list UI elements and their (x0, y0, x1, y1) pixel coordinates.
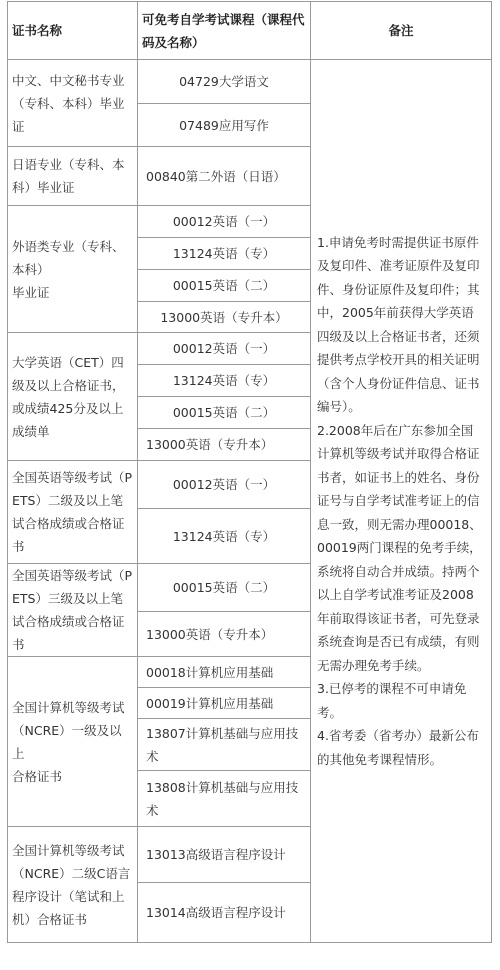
header-row (8, 2, 492, 60)
course-cell: 04729大学语文 (138, 60, 311, 104)
header-notes: 备注 (311, 2, 492, 60)
course-cell: 13808计算机基础与应用技术 (138, 771, 311, 827)
cert-text: 全国计算机等级考试（NCRE）一级及以上 (12, 699, 125, 761)
course-cell: 13124英语（专） (138, 509, 311, 564)
cert-text: 毕业证 (12, 284, 50, 300)
course-cell: 00018计算机应用基础 (138, 657, 311, 688)
cert-cell (8, 147, 138, 206)
header-course: 可免考自学考试课程（课程代码及名称） (138, 2, 311, 60)
cert-cell (8, 827, 138, 943)
course-cell: 00015英语（二） (138, 564, 311, 612)
cert-cell (8, 60, 138, 147)
course-cell: 13013高级语言程序设计 (138, 827, 311, 883)
course-cell: 00012英语（一） (138, 461, 311, 509)
table-row (8, 60, 492, 104)
cert-cell (8, 206, 138, 333)
cert-text: 大学英语（CET）四级及以上合格证书，或成绩425分及以上成绩单 (12, 354, 125, 439)
course-cell: 13014高级语言程序设计 (138, 883, 311, 943)
note-paragraph: 4.省考委（省考办）最新公布的其他免考课程情形。 (317, 728, 479, 767)
course-cell: 00012英语（一） (138, 206, 311, 238)
header-cert: 证书名称 (8, 2, 138, 60)
course-cell: 13000英语（专升本） (138, 612, 311, 657)
cert-cell (8, 333, 138, 461)
course-cell: 00012英语（一） (138, 333, 311, 365)
course-cell: 13124英语（专） (138, 365, 311, 397)
cert-text: 全国计算机等级考试（NCRE）二级C语言程序设计（笔试和上机）合格证书 (12, 842, 131, 927)
course-cell: 00840第二外语（日语） (138, 147, 311, 206)
course-cell: 00015英语（二） (138, 270, 311, 302)
cert-cell (8, 461, 138, 564)
cert-text: 外语类专业（专科、本科） (12, 238, 125, 277)
note-paragraph: 1.申请免考时需提供证书原件及复印件、准考证原件及复印件、身份证原件及复印件；其中，2005年前获得大学英语四级及以上合格证书者，还须提供考点学校开具的相关证明（含个人身份证件信息、证书编号）。 (317, 234, 480, 415)
course-cell: 13000英语（专升本） (138, 429, 311, 461)
notes-cell (311, 60, 492, 943)
note-paragraph: 2.2008年后在广东参加全国计算机等级考试并取得合格证书者，如证书上的姓名、身份证号与自学考试准考证上的信息一致，则无需办理00018、00019两门课程的免考手续，系统将自动合并成绩。持两个以上自学考试准考证及2008年前取得该证书者，可先登录系统查询是否已有成绩，有则无需办理免考手续。 (317, 422, 482, 673)
course-cell: 00015英语（二） (138, 397, 311, 429)
exemption-table (7, 1, 492, 943)
cert-text: 全国英语等级考试（PETS）二级及以上笔试合格成绩或合格证书 (12, 470, 133, 554)
course-cell: 07489应用写作 (138, 104, 311, 147)
cert-text: 全国英语等级考试（PETS）三级及以上笔试合格成绩或合格证书 (12, 568, 133, 652)
note-paragraph: 3.已停考的课程不可申请免考。 (317, 681, 467, 720)
course-cell: 13124英语（专） (138, 238, 311, 270)
course-cell: 13000英语（专升本） (138, 302, 311, 333)
cert-text: 日语专业（专科、本科）毕业证 (12, 157, 125, 195)
cert-text: 合格证书 (12, 768, 63, 784)
cert-text: 中文、中文秘书专业（专科、本科）毕业证 (12, 72, 125, 134)
cert-cell (8, 657, 138, 827)
cert-cell (8, 564, 138, 657)
course-cell: 13807计算机基础与应用技术 (138, 719, 311, 771)
course-cell: 00019计算机应用基础 (138, 688, 311, 719)
